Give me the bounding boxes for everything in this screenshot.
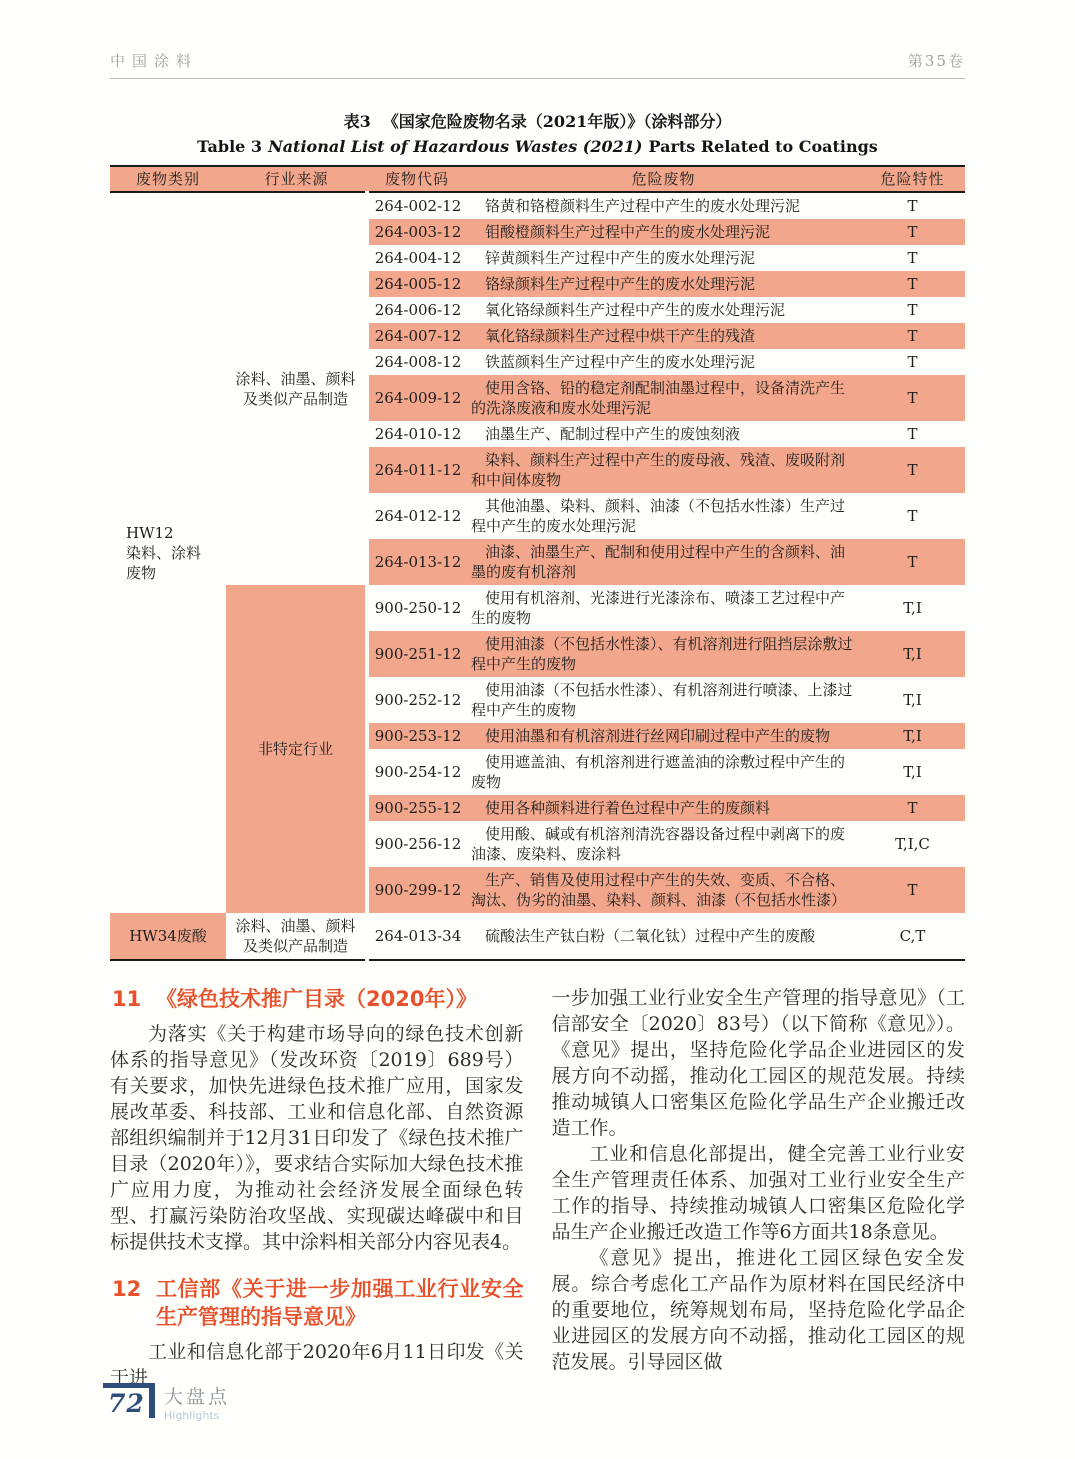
footer-labels [164,1383,230,1421]
industry-cell: 涂料、油墨、颜料 及类似产品制造 [226,913,367,960]
industry-cell: 非特定行业 [226,585,367,913]
hazardous-waste-cell: 使用油漆（不包括水性漆）、有机溶剂进行喷漆、上漆过程中产生的废物 [471,681,853,719]
hazard-trait-cell: T [907,197,918,215]
col-header-waste-category: 废物类别 [110,166,226,192]
table-caption-cn [110,109,965,132]
col-header-hazardous-waste: 危险废物 [467,166,860,192]
table-caption-en-prefix: Table 3 [197,137,263,156]
hazardous-waste-cell: 氧化铬绿颜料生产过程中产生的废水处理污泥 [485,301,786,319]
hazard-trait-cell: T [860,375,965,421]
hazard-trait-cell: T [860,447,965,493]
waste-code-cell: 264-002-12 [374,197,462,215]
hazardous-waste-cell: 使用含铬、铅的稳定剂配制油墨过程中，设备清洗产生的洗涤废液和废水处理污泥 [467,375,860,421]
section-12-heading [110,1275,524,1331]
waste-code-cell: 264-011-12 [367,447,467,493]
right-paragraph-1: 一步加强工业行业安全生产管理的指导意见》（工信部安全〔2020〕83号）（以下简称《意见》）。《意见》提出，坚持危险化学品企业进园区的发展方向不动摇，推动化工园区的规范发展。持续推动城镇人口密集区危险化学品生产企业搬迁改造工作。 [551,987,965,1139]
section-11-number: 11 [112,987,142,1011]
waste-code-cell: 900-299-12 [367,867,467,913]
hazard-trait-cell: C,T [899,927,926,945]
hazard-trait-cell: T [907,301,918,319]
col-header-industry-source: 行业来源 [226,166,367,192]
waste-code-cell: 264-013-34 [374,927,462,945]
hazard-trait-cell: T [860,539,965,585]
waste-code-cell: 900-253-12 [367,723,467,749]
section-11-paragraph: 为落实《关于构建市场导向的绿色技术创新体系的指导意见》（发改环资〔2019〕689号）有关要求，加快先进绿色技术推广应用，国家发展改革委、科技部、工业和信息化部、自然资源部组织编制并于12月31日印发了《绿色技术推广目录（2020年）》，要求结合实际加大绿色技术推广应用力度，为推动社会经济发展全面绿色转型、打赢污染防治攻坚战、实现碳达峰碳中和目标提供技术支撑。其中涂料相关部分内容见表4。 [110,1023,524,1253]
hazardous-waste-cell: 其他油墨、染料、颜料、油漆（不包括水性漆）生产过程中产生的废水处理污泥 [471,497,846,535]
table-caption [110,109,965,156]
waste-code-cell: 264-012-12 [374,507,462,525]
hazard-trait-cell: T [907,507,918,525]
waste-code-cell: 900-254-12 [374,763,462,781]
page-number-bracket [103,1383,155,1418]
table-caption-en-italic: National List of Hazardous Wastes (2021) [268,137,643,156]
waste-code-cell: 900-251-12 [367,631,467,677]
waste-code-cell: 264-006-12 [374,301,462,319]
right-column [552,985,966,1391]
hazardous-waste-cell: 染料、颜料生产过程中产生的废母液、残渣、废吸附剂和中间体废物 [467,447,860,493]
hazardous-waste-cell: 硫酸法生产钛白粉（二氧化钛）过程中产生的废酸 [485,927,816,945]
table-caption-cn-text: 《国家危险废物名录（2021年版）》（涂料部分） [382,112,732,131]
table-caption-cn-label: 表3 [343,112,371,131]
waste-code-cell: 264-007-12 [367,323,467,349]
hazardous-waste-cell: 铬绿颜料生产过程中产生的废水处理污泥 [467,271,860,297]
hazardous-waste-cell: 使用有机溶剂、光漆进行光漆涂布、喷漆工艺过程中产生的废物 [471,589,846,627]
hazard-trait-cell: T [860,271,965,297]
hazard-trait-cell: T,I [860,723,965,749]
waste-code-cell: 900-252-12 [374,691,462,709]
waste-code-cell: 264-010-12 [374,425,462,443]
page-number: 72 [108,1389,145,1418]
hazard-trait-cell: T [860,795,965,821]
footer-label-en: Highlights [164,1409,220,1422]
right-paragraph-2: 工业和信息化部提出，健全完善工业行业安全生产管理责任体系、加强对工业行业安全生产工作的指导、持续推动城镇人口密集区危险化学品生产企业搬迁改造工作等6方面共18条意见。 [551,1143,965,1243]
waste-code-cell: 264-013-12 [367,539,467,585]
section-12-title: 工信部《关于进一步加强工业行业安全生产管理的指导意见》 [156,1277,524,1329]
table-row [110,192,965,219]
hazardous-waste-cell: 油墨生产、配制过程中产生的废蚀刻液 [485,425,741,443]
table-caption-en-suffix: Parts Related to Coatings [648,137,878,156]
hazard-trait-cell: T [907,425,918,443]
waste-code-cell: 264-004-12 [374,249,462,267]
hazard-trait-cell: T [860,219,965,245]
section-12-number: 12 [112,1277,142,1301]
col-header-waste-code: 废物代码 [367,166,467,192]
hazardous-waste-cell: 锌黄颜料生产过程中产生的废水处理污泥 [485,249,756,267]
hazardous-waste-cell: 使用油墨和有机溶剂进行丝网印刷过程中产生的废物 [467,723,860,749]
waste-code-cell: 264-005-12 [367,271,467,297]
waste-code-cell: 900-250-12 [374,599,462,617]
hazard-trait-cell: T [860,867,965,913]
hazard-table-body [110,192,965,960]
col-header-hazard-trait: 危险特性 [860,166,965,192]
hazardous-waste-cell: 氧化铬绿颜料生产过程中烘干产生的残渣 [467,323,860,349]
hazardous-waste-table [110,165,965,961]
left-column [110,985,524,1391]
running-head [110,50,965,79]
hazardous-waste-cell: 油漆、油墨生产、配制和使用过程中产生的含颜料、油墨的废有机溶剂 [467,539,860,585]
waste-code-cell: 264-003-12 [367,219,467,245]
hazardous-waste-cell: 铁蓝颜料生产过程中产生的废水处理污泥 [485,353,756,371]
table-header-row [110,166,965,192]
waste-code-cell: 900-255-12 [367,795,467,821]
hazard-trait-cell: T,I [903,691,922,709]
waste-code-cell: 264-009-12 [367,375,467,421]
table-row [110,585,965,631]
category-cell: HW12 染料、涂料 废物 [126,524,202,582]
category-cell: HW34废酸 [110,913,226,960]
hazard-trait-cell: T,I [860,631,965,677]
hazardous-waste-cell: 使用遮盖油、有机溶剂进行遮盖油的涂敷过程中产生的废物 [471,753,846,791]
section-12-paragraph-start: 工业和信息化部于2020年6月11日印发《关于进 [110,1341,524,1389]
hazardous-waste-cell: 生产、销售及使用过程中产生的失效、变质、不合格、淘汰、伪劣的油墨、染料、颜料、油漆（不包括水性漆） [467,867,860,913]
section-11-heading [110,985,524,1013]
journal-title: 中国涂料 [110,52,199,70]
hazard-trait-cell: T,I,C [895,835,930,853]
hazard-trait-cell: T [860,323,965,349]
waste-code-cell: 264-008-12 [374,353,462,371]
footer-label-cn: 大盘点 [164,1386,231,1408]
hazard-trait-cell: T,I [903,599,922,617]
hazardous-waste-cell: 铬黄和铬橙颜料生产过程中产生的废水处理污泥 [485,197,801,215]
hazard-trait-cell: T [907,353,918,371]
hazardous-waste-cell: 使用酸、碱或有机溶剂清洗容器设备过程中剥离下的废油漆、废染料、废涂料 [471,825,846,863]
waste-code-cell: 900-256-12 [374,835,462,853]
hazardous-waste-cell: 使用油漆（不包括水性漆）、有机溶剂进行阻挡层涂敷过程中产生的废物 [467,631,860,677]
volume-label: 第35卷 [907,52,965,70]
page-footer [103,1383,230,1421]
section-11-title: 《绿色技术推广目录（2020年）》 [156,987,477,1011]
table-row [110,913,965,960]
hazard-trait-cell: T [907,249,918,267]
hazardous-waste-cell: 钼酸橙颜料生产过程中产生的废水处理污泥 [467,219,860,245]
hazard-trait-cell: T,I [903,763,922,781]
article-text [110,985,965,1391]
right-paragraph-3: 《意见》提出，推进化工园区绿色安全发展。综合考虑化工产品作为原材料在国民经济中的重要地位，统筹规划布局，坚持危险化学品企业进园区的发展方向不动摇，推动化工园区的规范发展。引导园区做 [551,1247,965,1373]
industry-cell: 涂料、油墨、颜料 及类似产品制造 [226,192,367,585]
table-caption-en [110,137,965,156]
hazardous-waste-cell: 使用各种颜料进行着色过程中产生的废颜料 [467,795,860,821]
